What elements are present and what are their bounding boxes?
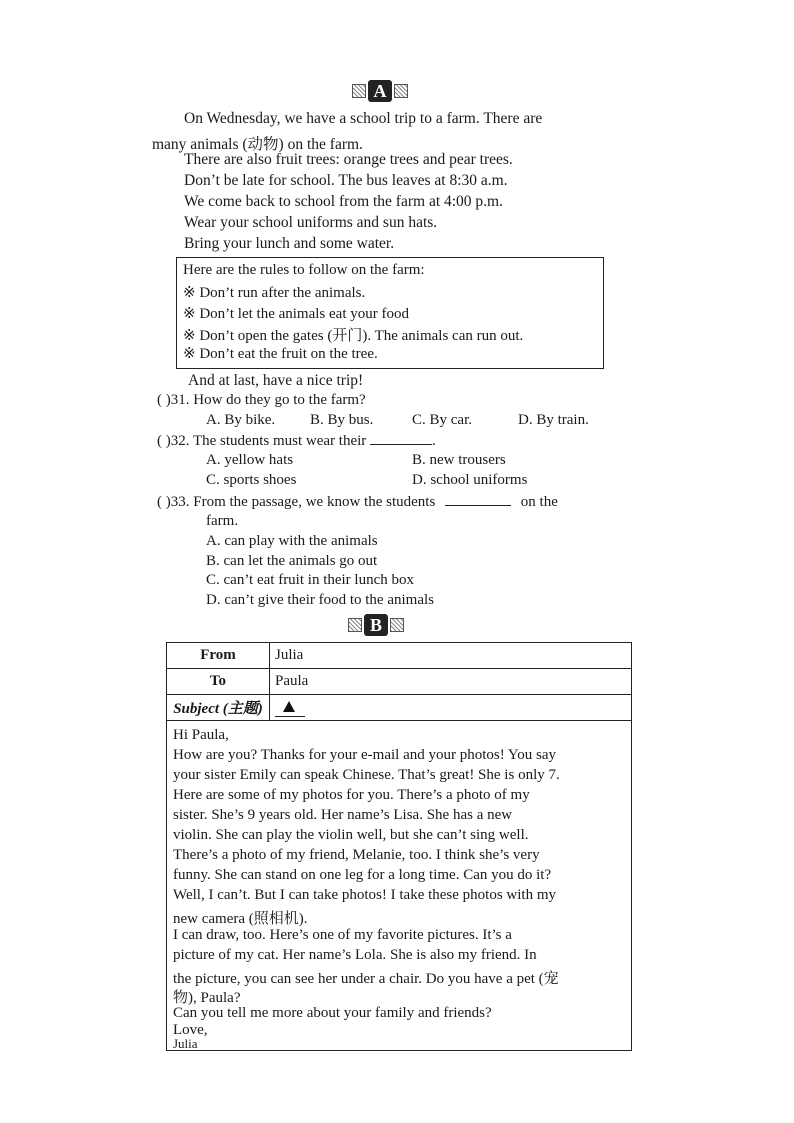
email-body-line-11: I can draw, too. Here’s one of my favorite pictures. It’s a: [173, 927, 512, 943]
email-body-line-14: 物), Paula?: [173, 990, 241, 1006]
badge-right-ornament-icon: [394, 84, 408, 98]
question-33-option-c: C. can’t eat fruit in their lunch box: [206, 572, 415, 588]
rules-box: [176, 257, 604, 369]
question-32-option-a: A. yellow hats: [206, 452, 294, 468]
rule-2: ※ Don’t let the animals eat your food: [183, 306, 409, 322]
question-31-stem: ( )31. How do they go to the farm?: [157, 392, 366, 408]
email-body-line-17: Julia: [173, 1036, 198, 1051]
passage-line-6: Wear your school uniforms and sun hats.: [184, 214, 438, 231]
passage-line-5: We come back to school from the farm at 4:00 p.m.: [184, 193, 503, 210]
email-body-line-9: Well, I can’t. But I can take photos! I take these photos with my: [173, 887, 557, 903]
email-subject-row: [167, 695, 631, 721]
passage-line-2: many animals (动物) on the farm.: [152, 136, 363, 153]
email-body-line-4: Here are some of my photos for you. There’s a photo of my: [173, 787, 530, 803]
question-33-stem-text: ( )33. From the passage, we know the students: [157, 494, 436, 510]
question-32-option-c: C. sports shoes: [206, 472, 297, 488]
rule-1: ※ Don’t run after the animals.: [183, 285, 366, 301]
question-33-option-a: A. can play with the animals: [206, 533, 378, 549]
passage-line-7: Bring your lunch and some water.: [184, 235, 395, 252]
question-32-stem: [157, 432, 436, 450]
email-body-line-8: funny. She can stand on one leg for a long time. Can you do it?: [173, 867, 552, 883]
rule-3: ※ Don’t open the gates (开门). The animals can run out.: [183, 328, 524, 344]
email-body-line-3: your sister Emily can speak Chinese. That’s great! She is only 7.: [173, 767, 560, 783]
question-32-stem-text: ( )32. The students must wear their: [157, 433, 367, 449]
question-33-blank: [445, 493, 511, 506]
email-to-value: Paula: [275, 673, 309, 689]
section-a-badge: [352, 80, 408, 102]
question-32-blank: [370, 432, 432, 445]
question-31-option-a: A. By bike.: [206, 412, 276, 428]
question-33-stem: [157, 493, 558, 511]
email-body-line-13: the picture, you can see her under a chair. Do you have a pet (宠: [173, 971, 559, 987]
rules-title: Here are the rules to follow on the farm:: [183, 262, 425, 278]
question-31-option-d: D. By train.: [518, 412, 589, 428]
badge-left-ornament-icon: [348, 618, 362, 632]
email-body-line-12: picture of my cat. Her name’s Lola. She is also my friend. In: [173, 947, 537, 963]
section-b-letter: B: [364, 614, 388, 636]
subject-blank: [275, 698, 305, 717]
email-to-row: [167, 669, 631, 695]
email-body-line-6: violin. She can play the violin well, but she can’t sing well.: [173, 827, 529, 843]
passage-line-1: On Wednesday, we have a school trip to a farm. There are: [184, 110, 543, 127]
email-subject-label: Subject (主题): [167, 695, 270, 720]
email-from-row: [167, 643, 631, 669]
question-32-option-b: B. new trousers: [412, 452, 506, 468]
email-body-line-15: Can you tell me more about your family and friends?: [173, 1005, 492, 1021]
badge-right-ornament-icon: [390, 618, 404, 632]
passage-line-4: Don’t be late for school. The bus leaves at 8:30 a.m.: [184, 172, 508, 189]
email-body-line-1: Hi Paula,: [173, 727, 229, 743]
email-subject-value: [275, 698, 305, 717]
closing-line: And at last, have a nice trip!: [188, 372, 364, 389]
email-table: [166, 642, 632, 1051]
question-32-option-d: D. school uniforms: [412, 472, 528, 488]
section-b-badge: [348, 614, 404, 636]
badge-left-ornament-icon: [352, 84, 366, 98]
question-32-stem-end: .: [432, 433, 436, 449]
question-33-option-d: D. can’t give their food to the animals: [206, 592, 434, 608]
question-31-option-b: B. By bus.: [310, 412, 374, 428]
email-body-line-16: Love,: [173, 1022, 208, 1038]
section-a-letter: A: [368, 80, 392, 102]
triangle-marker-icon: [283, 701, 295, 712]
passage-line-3: There are also fruit trees: orange trees and pear trees.: [184, 151, 513, 168]
question-33-stem-end: on the: [520, 494, 558, 510]
question-31-option-c: C. By car.: [412, 412, 472, 428]
email-body-line-5: sister. She’s 9 years old. Her name’s Lisa. She has a new: [173, 807, 513, 823]
email-from-value: Julia: [275, 647, 304, 663]
rule-4: ※ Don’t eat the fruit on the tree.: [183, 346, 378, 362]
question-33-stem-cont: farm.: [206, 513, 239, 529]
email-to-label: To: [167, 669, 270, 694]
email-body-line-7: There’s a photo of my friend, Melanie, too. I think she’s very: [173, 847, 540, 863]
question-33-option-b: B. can let the animals go out: [206, 553, 378, 569]
email-from-label: From: [167, 643, 270, 668]
email-body-line-2: How are you? Thanks for your e-mail and your photos! You say: [173, 747, 556, 763]
email-body-line-10: new camera (照相机).: [173, 911, 308, 927]
